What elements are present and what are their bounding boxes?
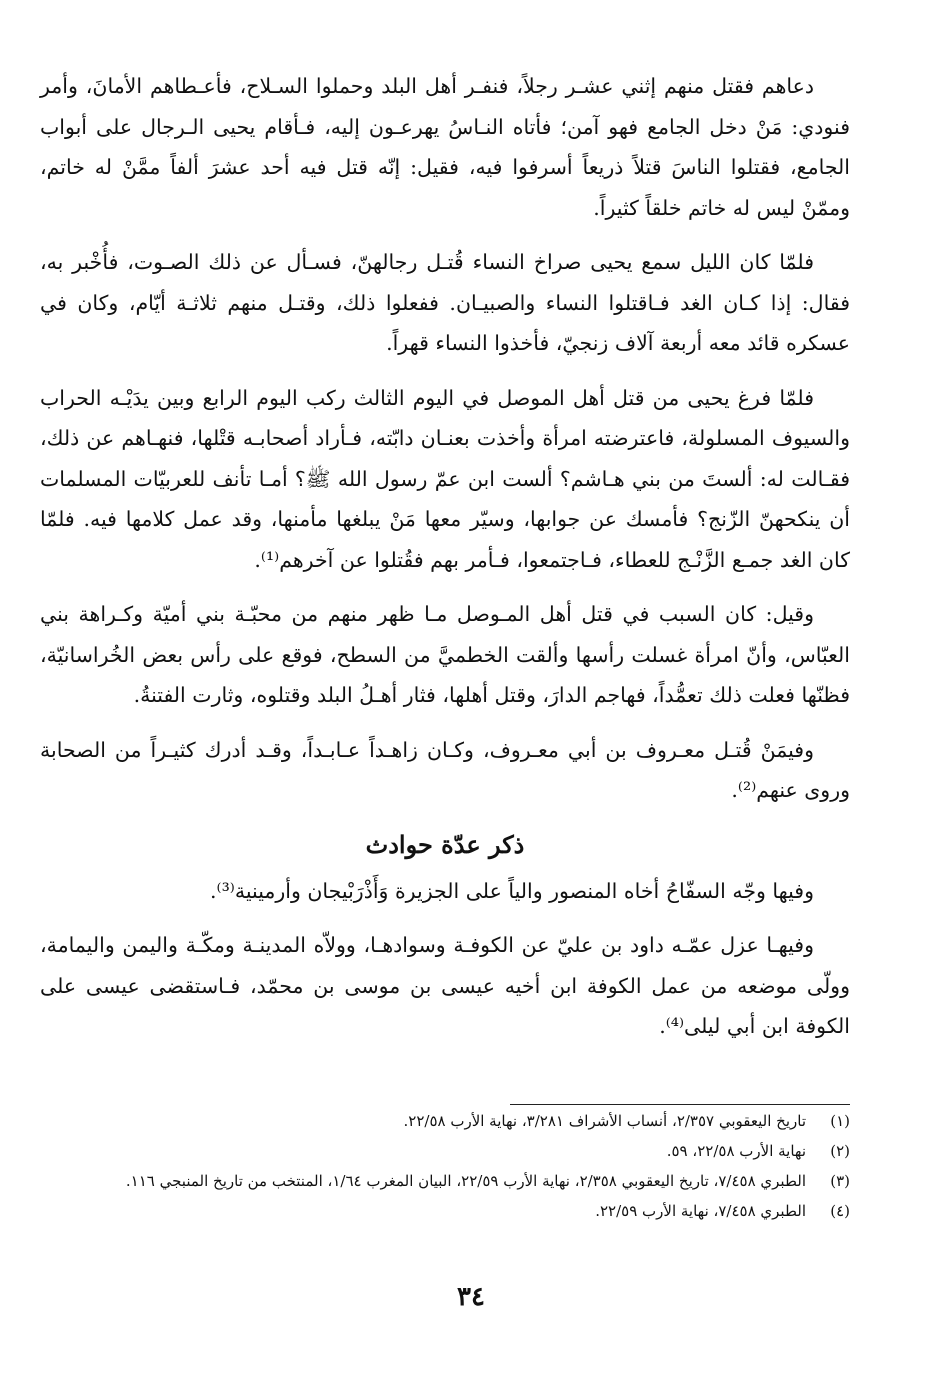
main-text bbox=[40, 66, 850, 1061]
page-number: ٣٤ bbox=[457, 1282, 485, 1312]
footnote-number: (١) bbox=[830, 1112, 850, 1130]
paragraph: وفيها وجّه السفّاحُ أخاه المنصور والياً على الجزيرة وَأَذْرَبْيجان وأرمينية⁽³⁾. bbox=[210, 878, 814, 903]
paragraph: دعاهم فقتل منهم إثني عشـر رجلاً، فنفـر أهل البلد وحملوا السـلاح، فأعـطاهم الأمانَ، وأمر فنودي: مَنْ دخل الجامع فهو آمن؛ فأتاه النـاسُ يهرعـون إليه، فـأقام يحيى الـرجال على أبواب الجامع، فقتلوا الناسَ قتلاً ذريعاً أسرفوا فيه، فقيل: إنّه قتل فيه أحد عشرَ ألفاً ممَّنْ له خاتم، وممّنْ ليس له خاتم خلقاً كثيراً. bbox=[40, 74, 850, 220]
paragraph: وفيهـا عزل عمّـه داود بن عليّ عن الكوفـة وسوادهـا، وولاّه المدينـة ومكّـة واليمن واليمامة، وولّى موضعه من عمل الكوفة ابن أخيه عيسى بن موسى بن محمّد، فـاستقضى عيسى على الكوفة ابن أبي ليلى⁽⁴⁾. bbox=[40, 933, 850, 1038]
footnote-number: (٢) bbox=[830, 1142, 850, 1160]
paragraph: وقيل: كان السبب في قتل أهل المـوصل مـا ظهر منهم من محبّـة بني أميّة وكـراهة بني العبّاس، وأنّ امرأة غسلت رأسها وألقت الخطميَّ من السطح، فوقع على رأس بعض الخُراسانيّة، فظنّها فعلت ذلك تعمُّداً، فهاجم الدارَ، وقتل أهلها، فثار أهـلُ البلد وقتلوه، وثارت الفتنةُ. bbox=[40, 602, 850, 707]
footnote-number: (٣) bbox=[830, 1172, 850, 1190]
footnotes bbox=[40, 1106, 850, 1226]
footnote-divider bbox=[510, 1104, 850, 1105]
paragraph: وفيمَنْ قُتـل معـروف بن أبي معـروف، وكـان زاهـداً عـابـداً، وقـد أدرك كثيـراً من الصحابة وروى عنهم⁽²⁾. bbox=[40, 737, 850, 802]
footnote-text: الطبري ٧/٤٥٨، نهاية الأرب ٢٢/٥٩. bbox=[595, 1202, 806, 1220]
footnote-text: نهاية الأرب ٢٢/٥٨، ٥٩. bbox=[666, 1142, 806, 1160]
footnote-text: الطبري ٧/٤٥٨، تاريخ اليعقوبي ٢/٣٥٨، نهاية الأرب ٢٢/٥٩، البيان المغرب ١/٦٤، المنتخب من تاريخ المنبجي ١١٦. bbox=[125, 1172, 806, 1190]
footnote bbox=[40, 1136, 850, 1166]
footnote-number: (٤) bbox=[830, 1202, 850, 1220]
section-heading: ذكر عدّة حوادث bbox=[365, 829, 525, 859]
paragraph: فلمّا فرغ يحيى من قتل أهل الموصل في اليوم الثالث ركب اليوم الرابع وبين يدَيْـه الحراب والسيوف المسلولة، فاعترضته امرأة وأخذت بعنـان دابّته، فـأراد أصحابـه قتْلها، فنهـاهم عن ذلك، فقـالت له: ألستَ من بني هـاشم؟ ألست ابن عمّ رسول الله ﷺ؟ أمـا تأنف للعربيّات المسلمات أن ينكحهنّ الزّنج؟ فأمسك عن جوابها، وسيّر معها مَنْ يبلغها مأمنها، وقد عمل كلامها فيه. فلمّا كان الغد جمـع الزَّنْـج للعطاء، فـاجتمعوا، فـأمر بهم فقُتلوا عن آخرهم⁽¹⁾. bbox=[40, 385, 850, 572]
footnote-text: تاريخ اليعقوبي ٢/٣٥٧، أنساب الأشراف ٣/٢٨١، نهاية الأرب ٢٢/٥٨. bbox=[403, 1112, 806, 1130]
footnote bbox=[40, 1166, 850, 1196]
footnote bbox=[40, 1106, 850, 1136]
footnote bbox=[40, 1196, 850, 1226]
paragraph: فلمّا كان الليل سمع يحيى صراخ النساء قُتـل رجالهنّ، فسـأل عن ذلك الصـوت، فأُخْبر به، فقال: إذا كـان الغد فـاقتلوا النساء والصبيـان. ففعلوا ذلك، وقتـل منهم ثلاثـة أيّام، وكان في عسكره قائد معه أربعة آلاف زنجيّ، فأخذوا النساء قهراً. bbox=[40, 250, 850, 355]
